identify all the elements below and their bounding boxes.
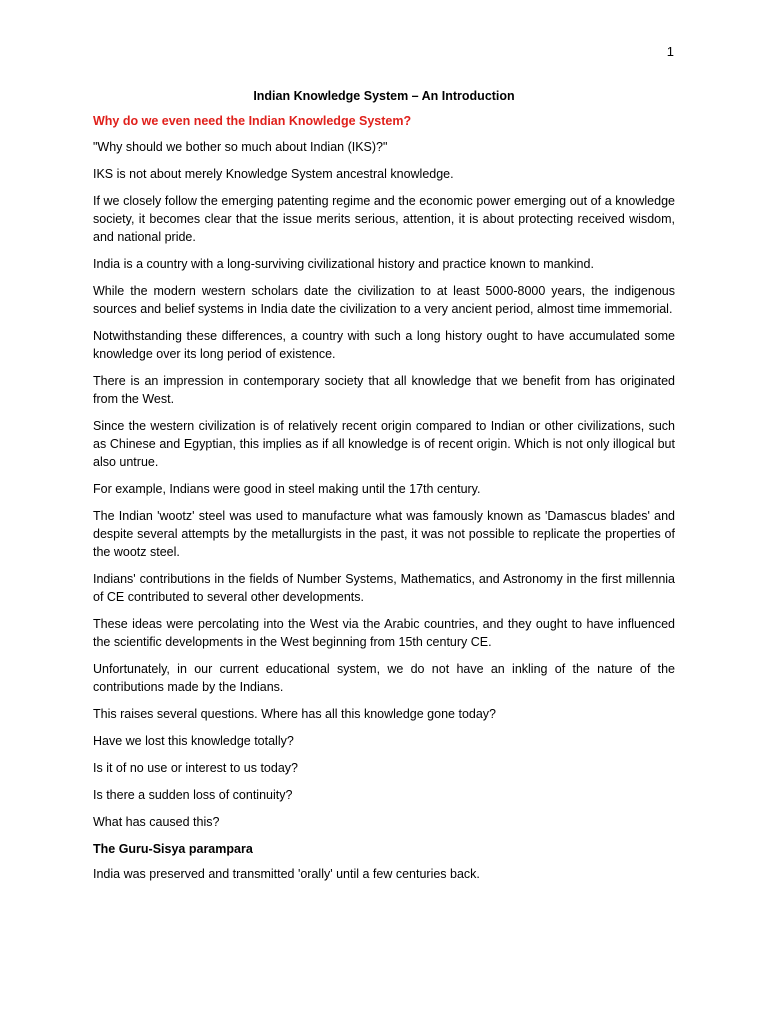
paragraph-arabic-route: These ideas were percolating into the West via the Arabic countries, and they ought to have influenced the scientific developments in the West beginning from 15th century CE.	[93, 616, 675, 649]
paragraph-question-1: This raises several questions. Where has all this knowledge gone today?	[93, 706, 496, 721]
section-heading: Why do we even need the Indian Knowledge System?	[93, 114, 412, 128]
paragraph-civilization: India is a country with a long-surviving civilizational history and practice known to mankind.	[93, 256, 594, 271]
paragraph-dating: While the modern western scholars date the civilization to at least 5000-8000 years, the indigenous sources and belief systems in India date the civilization to a very ancient period, almost time immemorial.	[93, 283, 675, 316]
paragraph-patenting: If we closely follow the emerging patenting regime and the economic power emerging out of a knowledge society, it becomes clear that the issue merits serious, attention, it is about protecting received wisdom, and national pride.	[93, 193, 675, 244]
subheading-guru-sisya: The Guru-Sisya parampara	[93, 841, 253, 856]
paragraph-steel-example: For example, Indians were good in steel making until the 17th century.	[93, 481, 481, 496]
paragraph-question-2: Have we lost this knowledge totally?	[93, 733, 294, 748]
paragraph-oral-tradition: India was preserved and transmitted 'orally' until a few centuries back.	[93, 867, 480, 881]
document-body	[93, 87, 675, 892]
document-title: Indian Knowledge System – An Introduction	[253, 89, 515, 103]
paragraph-question-3: Is it of no use or interest to us today?	[93, 760, 298, 775]
paragraph-contributions: Indians' contributions in the fields of Number Systems, Mathematics, and Astronomy in the first millennia of CE contributed to several other developments.	[93, 571, 675, 604]
paragraph-western-origin: Since the western civilization is of relatively recent origin compared to Indian or other civilizations, such as Chinese and Egyptian, this implies as if all knowledge is of recent origin. Which is not only illogical but also untrue.	[93, 418, 675, 469]
paragraph-wootz-steel: The Indian 'wootz' steel was used to manufacture what was famously known as 'Damascus blades' and despite several attempts by the metallurgists in the past, it was not possible to replicate the properties of the wootz steel.	[93, 508, 675, 559]
paragraph-quote: "Why should we bother so much about Indian (IKS)?"	[93, 139, 388, 154]
paragraph-education: Unfortunately, in our current educational system, we do not have an inkling of the nature of the contributions made by the Indians.	[93, 661, 675, 694]
paragraph-differences: Notwithstanding these differences, a country with such a long history ought to have accumulated some knowledge over its long period of existence.	[93, 328, 675, 361]
paragraph-impression: There is an impression in contemporary society that all knowledge that we benefit from has originated from the West.	[93, 373, 675, 406]
paragraph-question-5: What has caused this?	[93, 814, 220, 829]
page-number: 1	[666, 44, 674, 59]
paragraph-iks-definition: IKS is not about merely Knowledge System ancestral knowledge.	[93, 166, 454, 181]
paragraph-question-4: Is there a sudden loss of continuity?	[93, 787, 293, 802]
